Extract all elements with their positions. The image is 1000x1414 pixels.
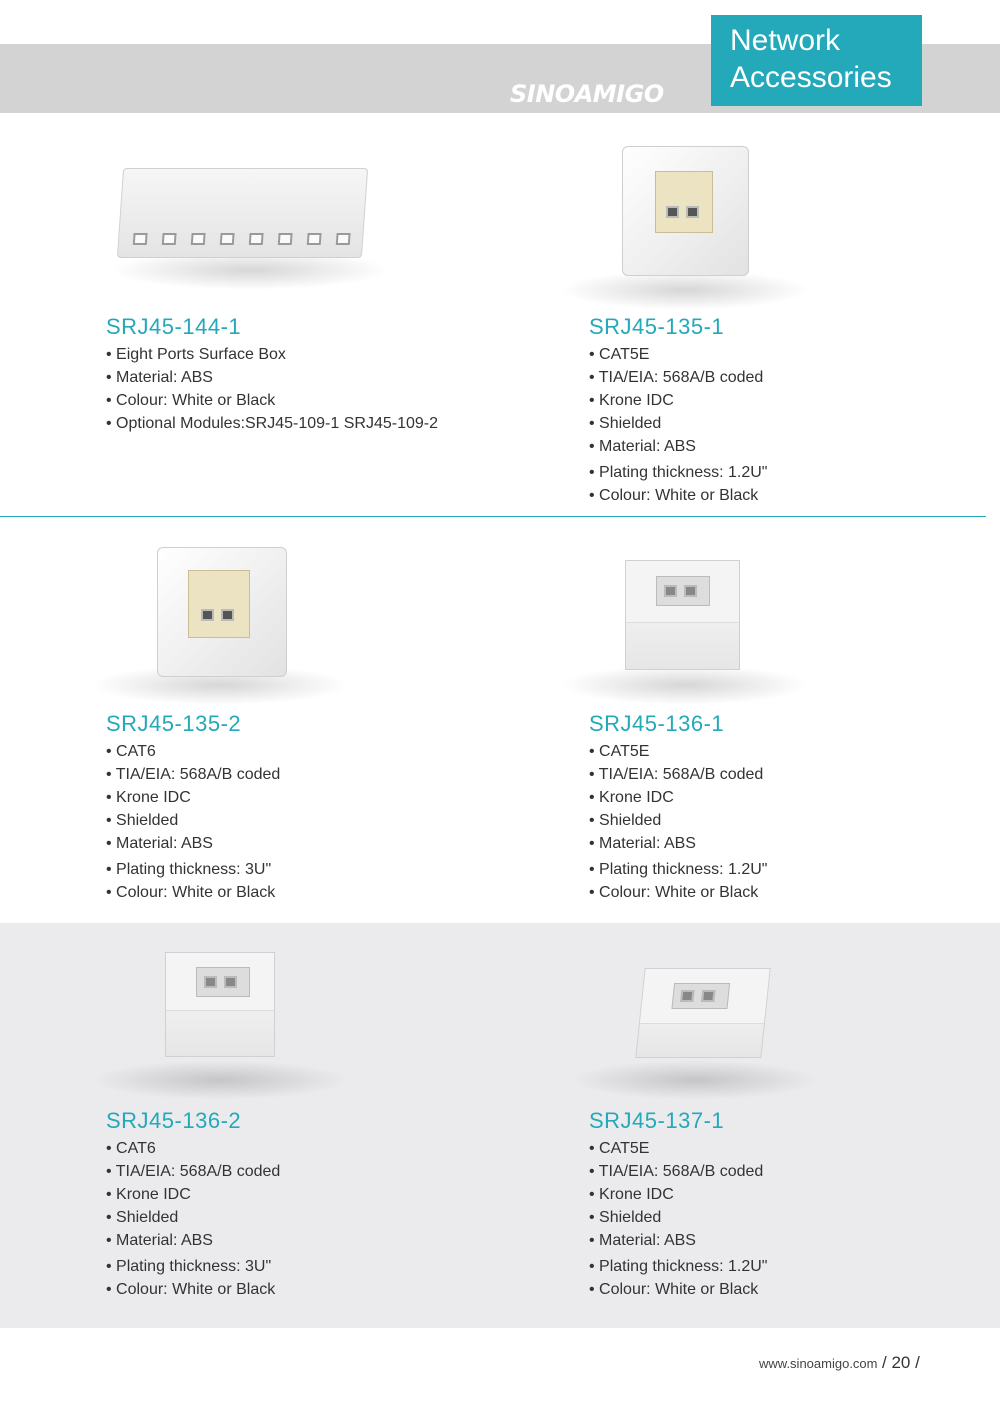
spec-item: • Plating thickness: 3U" (106, 1258, 272, 1275)
spec-item: • Shielded (589, 1209, 662, 1226)
product-code: SRJ45-135-2 (106, 711, 242, 736)
product-code: SRJ45-136-2 (106, 1108, 242, 1133)
spec-item: • TIA/EIA: 568A/B coded (589, 766, 764, 783)
spec-item: • Krone IDC (106, 1186, 191, 1203)
product-srj45-136-1 (589, 710, 767, 904)
spec-item: • Material: ABS (589, 438, 696, 455)
spec-item: • Krone IDC (589, 392, 674, 409)
spec-item: • Plating thickness: 1.2U" (589, 861, 768, 878)
spec-item: • Material: ABS (106, 1232, 213, 1249)
spec-item: • Shielded (106, 812, 179, 829)
spec-list (589, 740, 767, 904)
footer-url: www.sinoamigo.com (759, 1356, 878, 1371)
spec-item: • Krone IDC (589, 789, 674, 806)
spec-item: • Plating thickness: 1.2U" (589, 464, 768, 481)
spec-item: • CAT5E (589, 346, 650, 363)
spec-item: • CAT5E (589, 1140, 650, 1157)
spec-item: • Colour: White or Black (589, 884, 759, 901)
spec-item: • Colour: White or Black (106, 1281, 276, 1298)
spec-item: • Plating thickness: 1.2U" (589, 1258, 768, 1275)
spec-item: • Plating thickness: 3U" (106, 861, 272, 878)
spec-item: • Material: ABS (106, 835, 213, 852)
product-code: SRJ45-136-1 (589, 711, 725, 736)
product-srj45-136-2 (106, 1107, 280, 1301)
spec-item: • TIA/EIA: 568A/B coded (589, 369, 764, 386)
spec-item: • Material: ABS (589, 835, 696, 852)
product-code: SRJ45-137-1 (589, 1108, 725, 1133)
spec-item: • TIA/EIA: 568A/B coded (589, 1163, 764, 1180)
spec-list (589, 1137, 767, 1301)
spec-item: • Colour: White or Black (589, 487, 759, 504)
spec-list (589, 343, 767, 507)
category-badge (711, 15, 922, 106)
spec-list (106, 343, 438, 435)
spec-item: • CAT6 (106, 1140, 156, 1157)
spec-item: • TIA/EIA: 568A/B coded (106, 1163, 281, 1180)
page-number: / 20 / (882, 1353, 920, 1372)
brand-logo: SINOAMIGO (510, 80, 664, 108)
spec-item: • Krone IDC (589, 1186, 674, 1203)
spec-item: • Krone IDC (106, 789, 191, 806)
spec-item: • Colour: White or Black (106, 392, 276, 409)
spec-item: • CAT5E (589, 743, 650, 760)
spec-item: • Eight Ports Surface Box (106, 346, 286, 363)
product-srj45-137-1 (589, 1107, 767, 1301)
product-srj45-135-1 (589, 313, 767, 507)
category-title-line2: Accessories (730, 61, 892, 94)
spec-item: • Material: ABS (106, 369, 213, 386)
category-title-line1: Network (730, 24, 841, 57)
spec-item: • Material: ABS (589, 1232, 696, 1249)
spec-item: • Shielded (106, 1209, 179, 1226)
spec-item: • Optional Modules:SRJ45-109-1 SRJ45-109-2 (106, 415, 438, 432)
spec-item: • Colour: White or Black (589, 1281, 759, 1298)
product-code: SRJ45-135-1 (589, 314, 725, 339)
product-srj45-144-1 (106, 313, 438, 435)
spec-item: • Shielded (589, 812, 662, 829)
spec-item: • Colour: White or Black (106, 884, 276, 901)
spec-item: • TIA/EIA: 568A/B coded (106, 766, 281, 783)
product-srj45-135-2 (106, 710, 280, 904)
spec-list (106, 1137, 280, 1301)
spec-item: • Shielded (589, 415, 662, 432)
spec-list (106, 740, 280, 904)
section-divider (0, 516, 986, 517)
spec-item: • CAT6 (106, 743, 156, 760)
product-code: SRJ45-144-1 (106, 314, 242, 339)
